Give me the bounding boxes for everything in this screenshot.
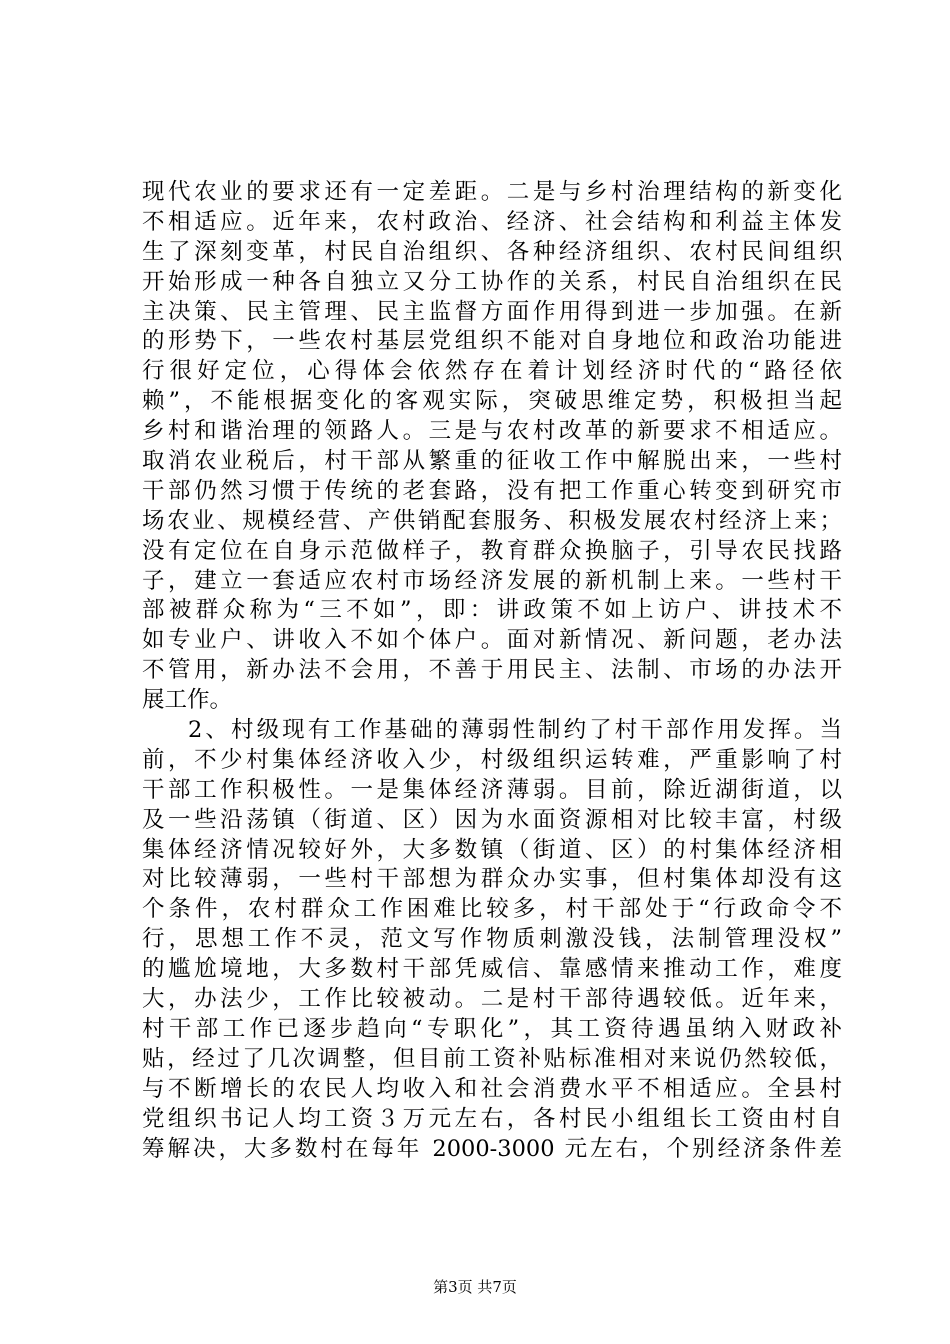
text-line: 部被群众称为“三不如”，即：讲政策不如上访户、讲技术不	[142, 597, 842, 624]
page-number-footer: 第3页 共7页	[433, 1278, 517, 1296]
text-line: 及一些沿荡镇（街道、区）因为水面资源相对比较丰富，村级	[142, 806, 842, 833]
text-line: 的尴尬境地，大多数村干部凭威信、靠感情来推动工作，难度	[142, 956, 842, 983]
text-line: 干部工作积极性。一是集体经济薄弱。目前，除近湖街道，以	[142, 776, 842, 803]
text-line: 行，思想工作不灵，范文写作物质刺激没钱，法制管理没权”	[142, 926, 842, 953]
text-line: 贴，经过了几次调整，但目前工资补贴标准相对来说仍然较低，	[142, 1045, 842, 1072]
text-line: 不管用，新办法不会用，不善于用民主、法制、市场的办法开	[142, 657, 842, 684]
text-line: 赖”，不能根据变化的客观实际，突破思维定势，积极担当起	[142, 388, 842, 415]
text-line: 党组织书记人均工资３万元左右，各村民小组组长工资由村自	[142, 1105, 842, 1132]
text-line: 行很好定位，心得体会依然存在着计划经济时代的“路径依	[142, 358, 842, 385]
text-line: 子，建立一套适应农村市场经济发展的新机制上来。一些村干	[142, 567, 842, 594]
text-line: 大，办法少，工作比较被动。二是村干部待遇较低。近年来，	[142, 986, 842, 1013]
text-line: 对比较薄弱，一些村干部想为群众办实事，但村集体却没有这	[142, 866, 842, 893]
text-line: 与不断增长的农民人均收入和社会消费水平不相适应。全县村	[142, 1075, 842, 1102]
text-line: 场农业、规模经营、产供销配套服务、积极发展农村经济上来；	[142, 507, 842, 534]
text-line: 集体经济情况较好外，大多数镇（街道、区）的村集体经济相	[142, 836, 842, 863]
text-line: 取消农业税后，村干部从繁重的征收工作中解脱出来，一些村	[142, 448, 842, 475]
text-line: 不相适应。近年来，农村政治、经济、社会结构和利益主体发	[142, 208, 842, 235]
text-line: 生了深刻变革，村民自治组织、各种经济组织、农村民间组织	[142, 238, 842, 265]
text-line: 2、村级现有工作基础的薄弱性制约了村干部作用发挥。当	[188, 717, 842, 744]
text-line: 现代农业的要求还有一定差距。二是与乡村治理结构的新变化	[142, 179, 842, 205]
text-line: 个条件，农村群众工作困难比较多，村干部处于“行政命令不	[142, 896, 842, 923]
text-line: 前，不少村集体经济收入少，村级组织运转难，严重影响了村	[142, 746, 842, 773]
text-line: 的形势下，一些农村基层党组织不能对自身地位和政治功能进	[142, 328, 842, 355]
text-line: 没有定位在自身示范做样子，教育群众换脑子，引导农民找路	[142, 537, 842, 564]
text-line: 筹解决，大多数村在每年 2000-3000 元左右，个别经济条件差	[142, 1135, 842, 1162]
text-line: 干部仍然习惯于传统的老套路，没有把工作重心转变到研究市	[142, 477, 842, 504]
body-text	[142, 178, 842, 1164]
text-line: 主决策、民主管理、民主监督方面作用得到进一步加强。在新	[142, 298, 842, 325]
text-line: 乡村和谐治理的领路人。三是与农村改革的新要求不相适应。	[142, 418, 842, 445]
text-line: 展工作。	[142, 687, 233, 714]
text-line: 如专业户、讲收入不如个体户。面对新情况、新问题，老办法	[142, 627, 842, 654]
text-line: 村干部工作已逐步趋向“专职化”，其工资待遇虽纳入财政补	[142, 1015, 842, 1042]
text-line: 开始形成一种各自独立又分工协作的关系，村民自治组织在民	[142, 268, 842, 295]
